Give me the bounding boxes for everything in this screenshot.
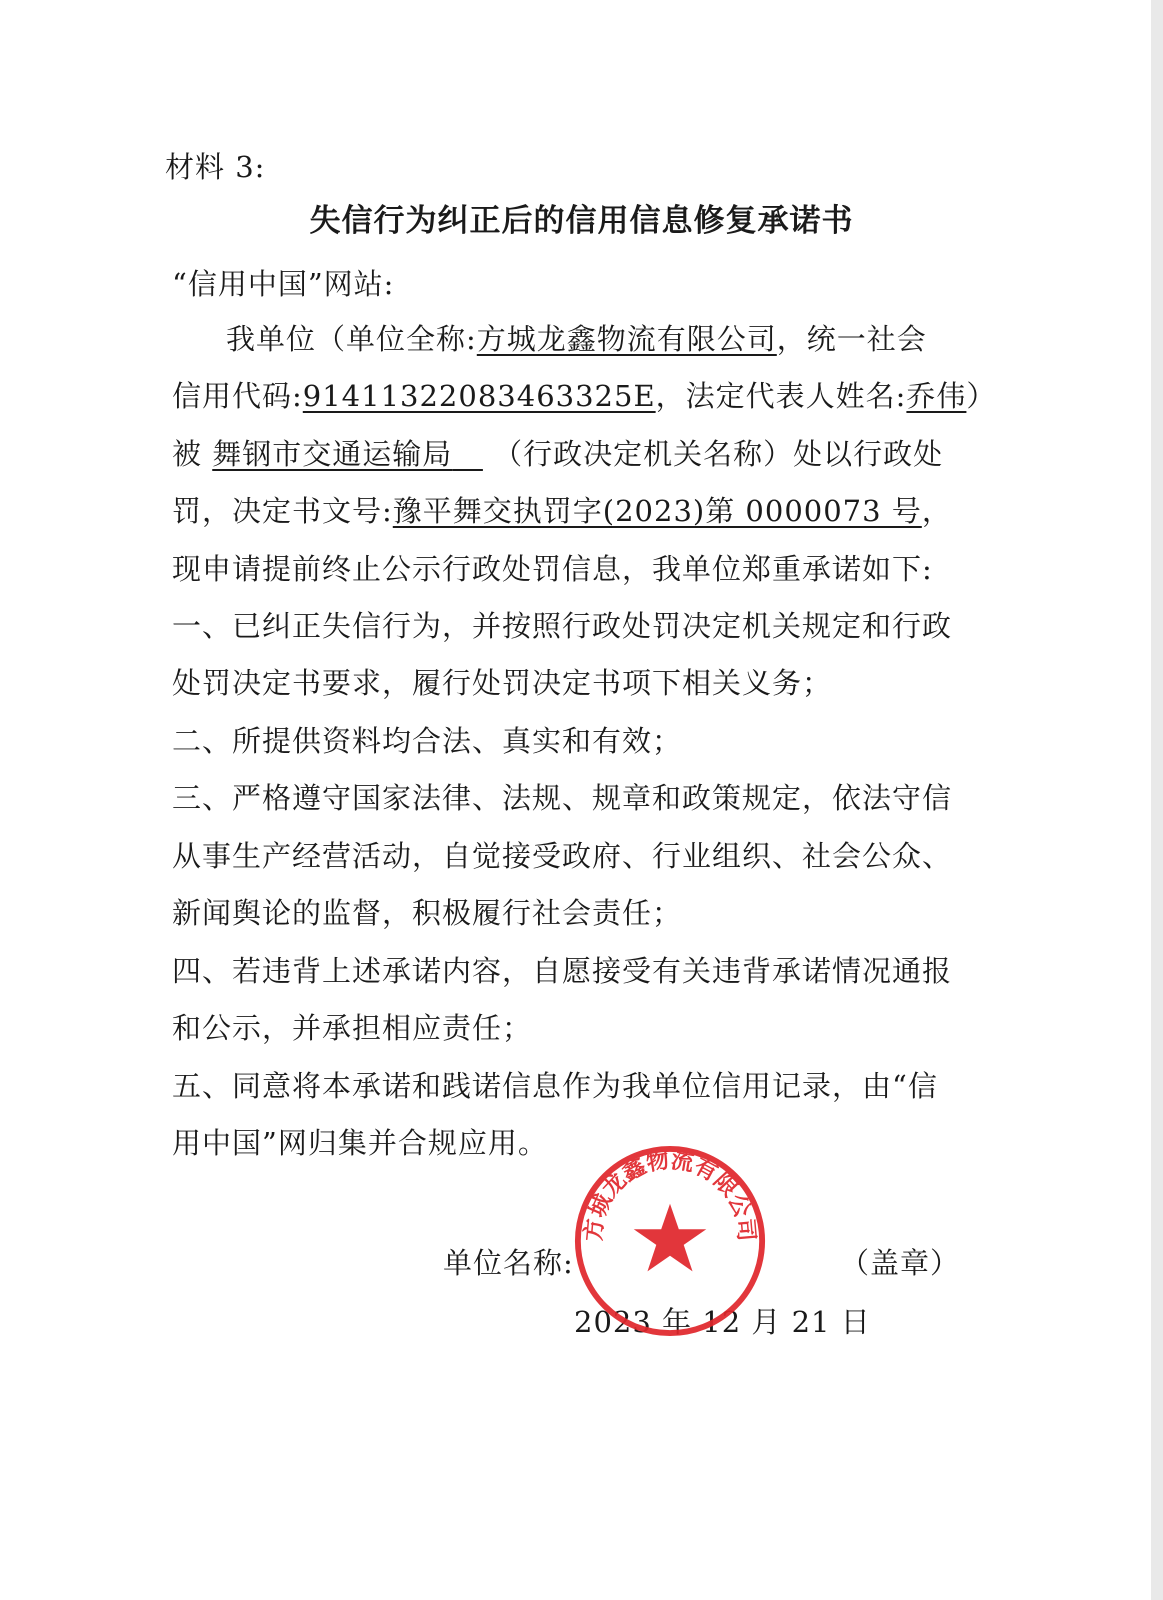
company-name: 方城龙鑫物流有限公司 xyxy=(476,322,777,356)
material-label: 材料 3: xyxy=(165,150,266,184)
salutation: “信用中国”网站: xyxy=(172,267,395,301)
item3-line3: 新闻舆论的监督，积极履行社会责任； xyxy=(172,896,683,930)
authority-name: 舞钢市交通运输局 xyxy=(212,437,453,471)
para1-l4-prefix: 罚，决定书文号: xyxy=(172,494,393,528)
item4-line1: 四、若违背上述承诺内容，自愿接受有关违背承诺情况通报 xyxy=(172,954,953,988)
item1-line1: 一、已纠正失信行为，并按照行政处罚决定机关规定和行政 xyxy=(172,609,953,643)
item2: 二、所提供资料均合法、真实和有效； xyxy=(172,724,683,758)
para1-l4-suffix: ， xyxy=(921,494,952,528)
seal-text: 方城龙鑫物流有限公司 xyxy=(580,1147,760,1243)
para1-l2-mid: ，法定代表人姓名: xyxy=(655,379,907,413)
star-icon xyxy=(634,1204,707,1272)
document-title: 失信行为纠正后的信用信息修复承诺书 xyxy=(309,203,854,239)
item3-line1: 三、严格遵守国家法律、法规、规章和政策规定，依法守信 xyxy=(172,781,953,815)
para1-line4 xyxy=(172,491,952,531)
credit-code: 91411322083463325E xyxy=(302,379,656,413)
unit-name-label: 单位名称: xyxy=(443,1246,574,1280)
para1-l1-prefix: 我单位（单位全称: xyxy=(226,322,477,356)
para1-line2 xyxy=(172,376,996,416)
para1-line1 xyxy=(226,319,927,359)
decision-number: 豫平舞交执罚字(2023)第 0000073 号 xyxy=(392,494,922,528)
para1-l1-suffix: ，统一社会 xyxy=(776,322,927,356)
item5-line1: 五、同意将本承诺和践诺信息作为我单位信用记录，由“信 xyxy=(172,1069,938,1103)
sign-date: 2023 年 12 月 21 日 xyxy=(574,1305,871,1339)
legal-representative: 乔伟 xyxy=(906,379,967,413)
para1-l3-suffix: （行政决定机关名称）处以行政处 xyxy=(493,437,944,471)
para1-line3 xyxy=(172,434,943,474)
para1-l3-prefix: 被 xyxy=(172,437,203,471)
para1-l2-suffix: ） xyxy=(966,379,997,413)
item5-line2: 用中国”网归集并合规应用。 xyxy=(172,1126,548,1160)
item3-line2: 从事生产经营活动，自觉接受政府、行业组织、社会公众、 xyxy=(172,839,953,873)
item1-line2: 处罚决定书要求，履行处罚决定书项下相关义务； xyxy=(172,666,833,700)
official-seal-stamp xyxy=(572,1143,768,1339)
seal-note: （盖章） xyxy=(840,1246,961,1280)
item4-line2: 和公示，并承担相应责任； xyxy=(172,1011,533,1045)
para1-line5: 现申请提前终止公示行政处罚信息，我单位郑重承诺如下: xyxy=(172,552,933,586)
scan-edge xyxy=(1151,0,1163,1600)
para1-l2-prefix: 信用代码: xyxy=(172,379,303,413)
